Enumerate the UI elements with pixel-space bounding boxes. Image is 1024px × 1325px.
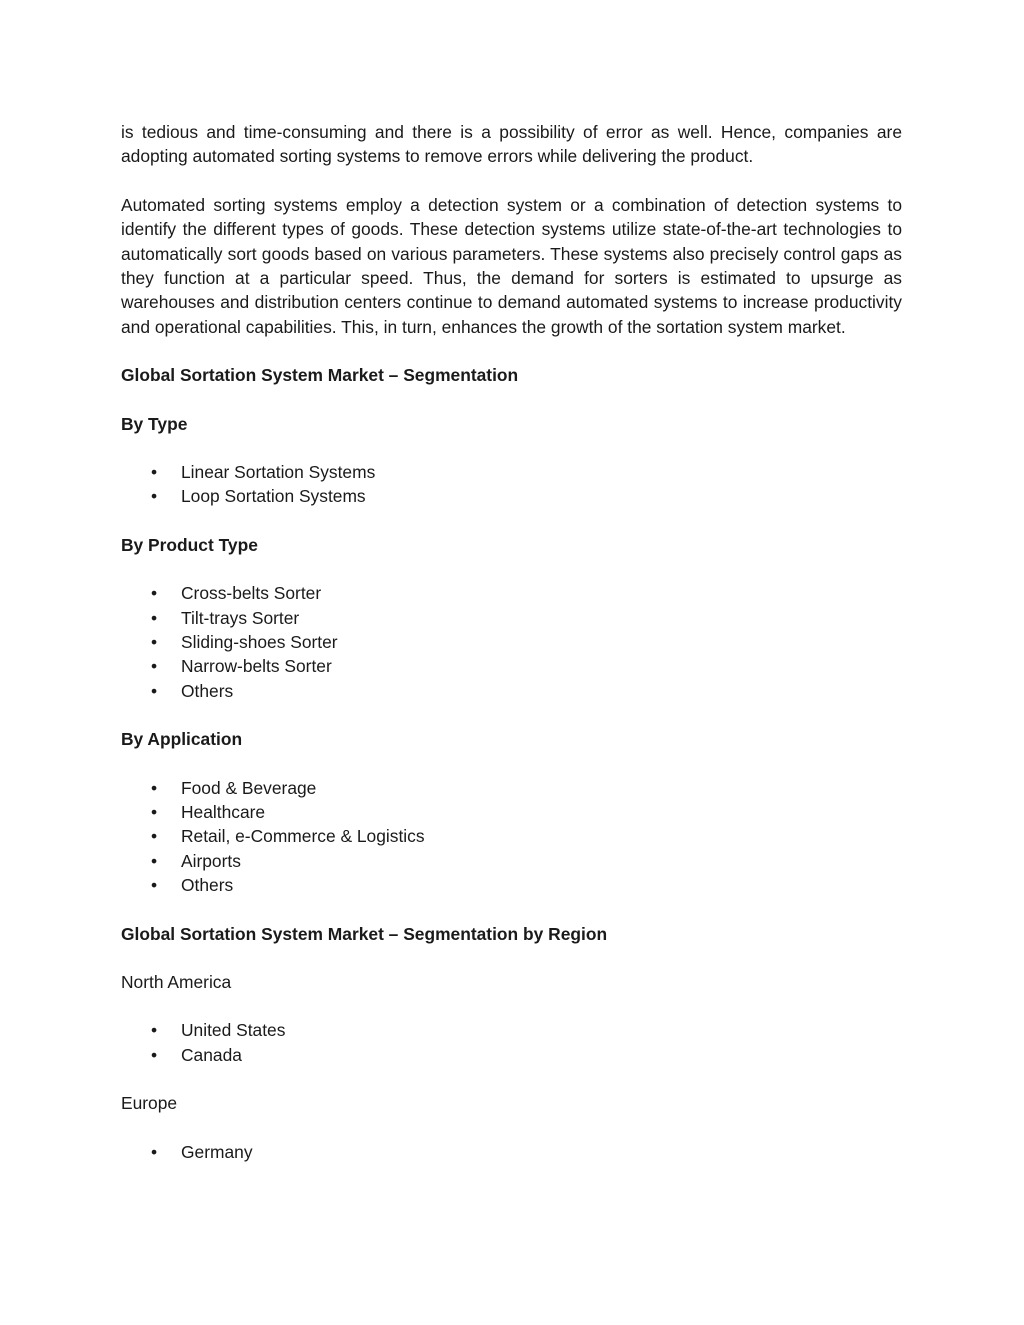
list-item: • Sliding-shoes Sorter [121,630,902,654]
north-america-label: North America [121,971,232,992]
list-item: • Cross-belts Sorter [121,581,902,605]
list-item: • Others [121,679,902,703]
list-item: • Tilt-trays Sorter [121,606,902,630]
europe-label: Europe [121,1093,178,1114]
list-item: • Healthcare [121,800,902,824]
north-america-list [121,1018,902,1067]
list-item: • Airports [121,849,902,873]
list-item: • Food & Beverage [121,776,902,800]
list-item: • Canada [121,1043,902,1067]
list-item: • Germany [121,1140,902,1164]
region-heading: Global Sortation System Market – Segmentation by Region [121,923,608,944]
list-item: • Linear Sortation Systems [121,460,902,484]
list-item: • Others [121,873,902,897]
by-product-type-heading: By Product Type [121,534,258,555]
list-item: • United States [121,1018,902,1042]
by-type-heading: By Type [121,413,188,434]
by-product-type-list [121,581,902,703]
europe-list [121,1140,902,1164]
by-type-list [121,460,902,509]
by-application-heading: By Application [121,729,243,750]
document-page [121,120,902,1188]
list-item: • Loop Sortation Systems [121,484,902,508]
list-item: • Narrow-belts Sorter [121,654,902,678]
segmentation-heading: Global Sortation System Market – Segmentation [121,365,519,386]
by-application-list [121,776,902,898]
list-item: • Retail, e-Commerce & Logistics [121,824,902,848]
intro-paragraph: is tedious and time-consuming and there is a possibility of error as well. Hence, companies are adopting automated sorting systems to remove errors while delivering the product. [121,122,902,167]
automated-sorting-paragraph: Automated sorting systems employ a detection system or a combination of detection systems to identify the different types of goods. These detection systems utilize state-of-the-art technologies to automatically sort goods based on various parameters. These systems also precisely control gaps as they function at a particular speed. Thus, the demand for sorters is estimated to upsurge as warehouses and distribution centers continue to demand automated systems to increase productivity and operational capabilities. This, in turn, enhances the growth of the sortation system market. [121,194,902,337]
